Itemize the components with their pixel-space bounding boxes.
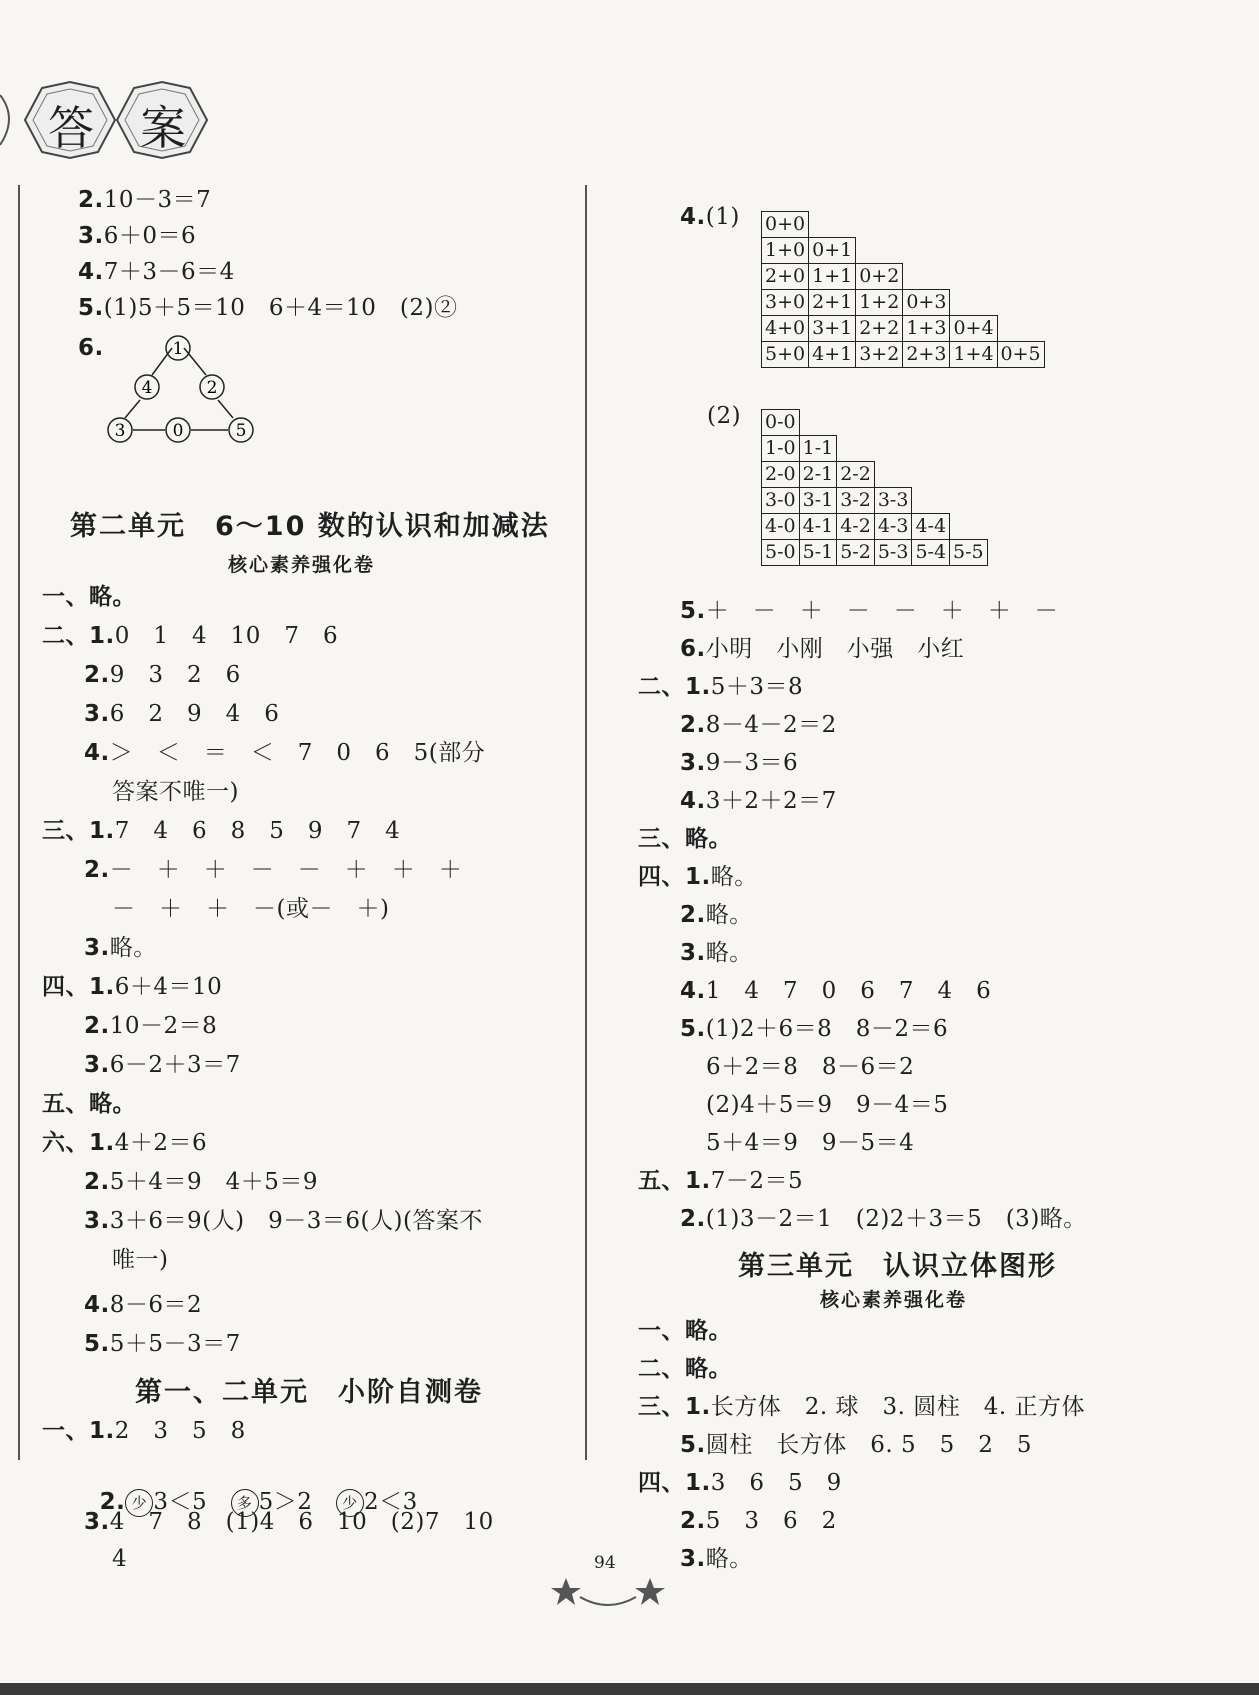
answer-line: 2.(1)3－2＝1 (2)2＋3＝5 (3)略。 [680, 1206, 1087, 1232]
answer-line: 五、略。 [42, 1091, 136, 1117]
answer-line: 3.6 2 9 4 6 [84, 701, 280, 727]
table-cell: 0+4 [950, 316, 997, 342]
table-cell: 5-3 [874, 540, 912, 566]
table-cell: 2+2 [856, 316, 903, 342]
triangle-edge [125, 400, 140, 418]
table-cell: 0+0 [762, 212, 809, 238]
answer-line: 4 [112, 1546, 128, 1572]
table-cell: 0+5 [997, 342, 1044, 368]
answer-line: 三、略。 [638, 826, 732, 852]
triangle-node-label: 3 [114, 421, 126, 441]
star-icon [551, 1578, 581, 1605]
answer-line: 4.1 4 7 0 6 7 4 6 [680, 978, 992, 1004]
table-cell: 3-1 [799, 488, 837, 514]
answer-line: 3.略。 [680, 1546, 753, 1572]
answer-line: (2) [707, 403, 742, 429]
table-cell: 1+3 [903, 316, 950, 342]
column-divider [585, 185, 587, 1460]
bottom-edge [0, 1683, 1259, 1695]
table-cell: 3-3 [874, 488, 912, 514]
section-title-unit2: 第二单元 6～10 数的认识和加减法 [70, 511, 550, 542]
answer-line: 二、1.5＋3＝8 [638, 674, 804, 700]
answer-line: 一、略。 [638, 1318, 732, 1344]
table-cell: 0+1 [809, 238, 856, 264]
table-cell: 5+0 [762, 342, 809, 368]
section-subtitle-unit2: 核心素养强化卷 [228, 554, 376, 576]
table-cell: 2-2 [837, 462, 875, 488]
table-cell: 4+1 [809, 342, 856, 368]
answer-line: 2.9 3 2 6 [84, 662, 241, 688]
table-cell: 4-3 [874, 514, 912, 540]
answer-line: 2.10－2＝8 [84, 1013, 218, 1039]
answer-line: 5.5＋5－3＝7 [84, 1331, 241, 1357]
star-icon [635, 1578, 665, 1605]
answer-line: 二、1.0 1 4 10 7 6 [42, 623, 339, 649]
table-cell: 4-1 [799, 514, 837, 540]
table-cell: 4-4 [912, 514, 950, 540]
triangle-node-label: 5 [235, 421, 247, 441]
answer-line: 唯一) [112, 1247, 169, 1273]
header-char-1: 答 [48, 101, 94, 155]
answer-line: 5.(1)2＋6＝8 8－2＝6 [680, 1016, 949, 1042]
table-cell: 2+1 [809, 290, 856, 316]
table-cell: 4-0 [762, 514, 800, 540]
triangle-edge [152, 348, 172, 375]
answer-line: 5.圆柱 长方体 6. 5 5 2 5 [680, 1432, 1033, 1458]
table-cell: 2-0 [762, 462, 800, 488]
table-cell: 5-0 [762, 540, 800, 566]
table-cell: 2-1 [799, 462, 837, 488]
answer-line: 二、略。 [638, 1356, 732, 1382]
table-cell: 3+0 [762, 290, 809, 316]
table-cell: 3-0 [762, 488, 800, 514]
answer-line: 6.小明 小刚 小强 小红 [680, 636, 965, 662]
answer-line: 3.9－3＝6 [680, 750, 799, 776]
answer-line: (2)4＋5＝9 9－4＝5 [706, 1092, 949, 1118]
table-cell: 4+0 [762, 316, 809, 342]
answer-line: 答案不唯一) [112, 779, 239, 805]
table-cell: 0+2 [856, 264, 903, 290]
table-cell: 3+1 [809, 316, 856, 342]
table-cell: 3+2 [856, 342, 903, 368]
answer-line: 3.6－2＋3＝7 [84, 1052, 241, 1078]
answer-line: 5＋4＝9 9－5＝4 [706, 1130, 915, 1156]
table-cell: 0+3 [903, 290, 950, 316]
answer-line: 五、1.7－2＝5 [638, 1168, 804, 1194]
table-cell: 1+0 [762, 238, 809, 264]
answer-line: 4.(1) [680, 204, 740, 230]
answer-line: 3.略。 [680, 940, 753, 966]
number-triangle-diagram [100, 330, 270, 450]
answer-line: 2.5 3 6 2 [680, 1508, 837, 1534]
table-cell: 2+3 [903, 342, 950, 368]
triangle-node-label: 4 [141, 378, 153, 398]
table-cell: 4-2 [837, 514, 875, 540]
star-ornament [548, 1575, 668, 1609]
answer-line: 4.8－6＝2 [84, 1292, 203, 1318]
triangle-edge [184, 348, 206, 375]
table-cell: 1+2 [856, 290, 903, 316]
left-margin-rule [18, 185, 20, 1460]
page-footer [548, 1553, 668, 1613]
table-cell: 1-0 [762, 436, 800, 462]
triangle-node-label: 0 [172, 421, 184, 441]
answer-line: 3.3＋6＝9(人) 9－3＝6(人)(答案不 [84, 1208, 483, 1234]
table-cell: 1-1 [799, 436, 837, 462]
answer-line: 3.6＋0＝6 [78, 223, 197, 249]
answer-line: 2.略。 [680, 902, 753, 928]
answer-line: 四、1.6＋4＝10 [42, 974, 223, 1000]
addition-combination-table [761, 211, 1045, 368]
circled-answer: 少 [125, 1489, 153, 1517]
table-cell: 5-5 [950, 540, 988, 566]
table-cell: 1+4 [950, 342, 997, 368]
triangle-node-label: 2 [206, 378, 218, 398]
triangle-edge [218, 400, 233, 418]
answer-line: 六、1.4＋2＝6 [42, 1130, 208, 1156]
answer-line: 四、1.3 6 5 9 [638, 1470, 842, 1496]
answer-line: 2.5＋4＝9 4＋5＝9 [84, 1169, 319, 1195]
answer-line: 5.＋ － ＋ － － ＋ ＋ － [680, 598, 1059, 624]
section-title-test12: 第一、二单元 小阶自测卷 [135, 1377, 483, 1408]
table-cell: 5-1 [799, 540, 837, 566]
answer-line: 三、1.7 4 6 8 5 9 7 4 [42, 818, 401, 844]
circled-answer: 多 [231, 1489, 259, 1517]
answer-line: 2. 少 3＜5 多 5＞2 少 2＜3 [99, 1489, 418, 1515]
answer-line: 6. [78, 335, 104, 361]
answer-header-badge [0, 70, 210, 170]
swoosh-icon [580, 1597, 636, 1605]
answer-line: 4.7＋3－6＝4 [78, 259, 235, 285]
answer-line: 四、1.略。 [638, 864, 758, 890]
answer-line: 一、1.2 3 5 8 [42, 1418, 246, 1444]
page-number: 94 [594, 1553, 616, 1573]
section-title-unit3: 第三单元 认识立体图形 [738, 1251, 1057, 1282]
triangle-node-label: 1 [172, 339, 184, 359]
answer-line: 5.(1)5＋5＝10 6＋4＝10 (2)② [78, 295, 458, 321]
answer-line: 2.8－4－2＝2 [680, 712, 837, 738]
table-cell: 5-2 [837, 540, 875, 566]
subtraction-combination-table [761, 409, 988, 566]
table-cell: 1+1 [809, 264, 856, 290]
header-char-2: 案 [140, 101, 186, 155]
answer-line: 3.略。 [84, 935, 157, 961]
table-cell: 5-4 [912, 540, 950, 566]
answer-line: 4.＞ ＜ ＝ ＜ 7 0 6 5(部分 [84, 740, 486, 766]
answer-line: 2.－ ＋ ＋ － － ＋ ＋ ＋ [84, 857, 463, 883]
table-cell: 2+0 [762, 264, 809, 290]
answer-line: － ＋ ＋ －(或－ ＋) [112, 896, 390, 922]
answer-line: 3.4 7 8 (1)4 6 10 (2)7 10 [84, 1509, 494, 1535]
table-cell: 3-2 [837, 488, 875, 514]
answer-line: 6＋2＝8 8－6＝2 [706, 1054, 915, 1080]
answer-line: 一、略。 [42, 584, 136, 610]
answer-line: 2.10－3＝7 [78, 187, 212, 213]
answer-line: 4.3＋2＋2＝7 [680, 788, 837, 814]
table-cell: 0-0 [762, 410, 800, 436]
answer-line: 三、1.长方体 2. 球 3. 圆柱 4. 正方体 [638, 1394, 1086, 1420]
circled-answer: 少 [336, 1489, 364, 1517]
section-subtitle-unit3: 核心素养强化卷 [820, 1289, 968, 1311]
